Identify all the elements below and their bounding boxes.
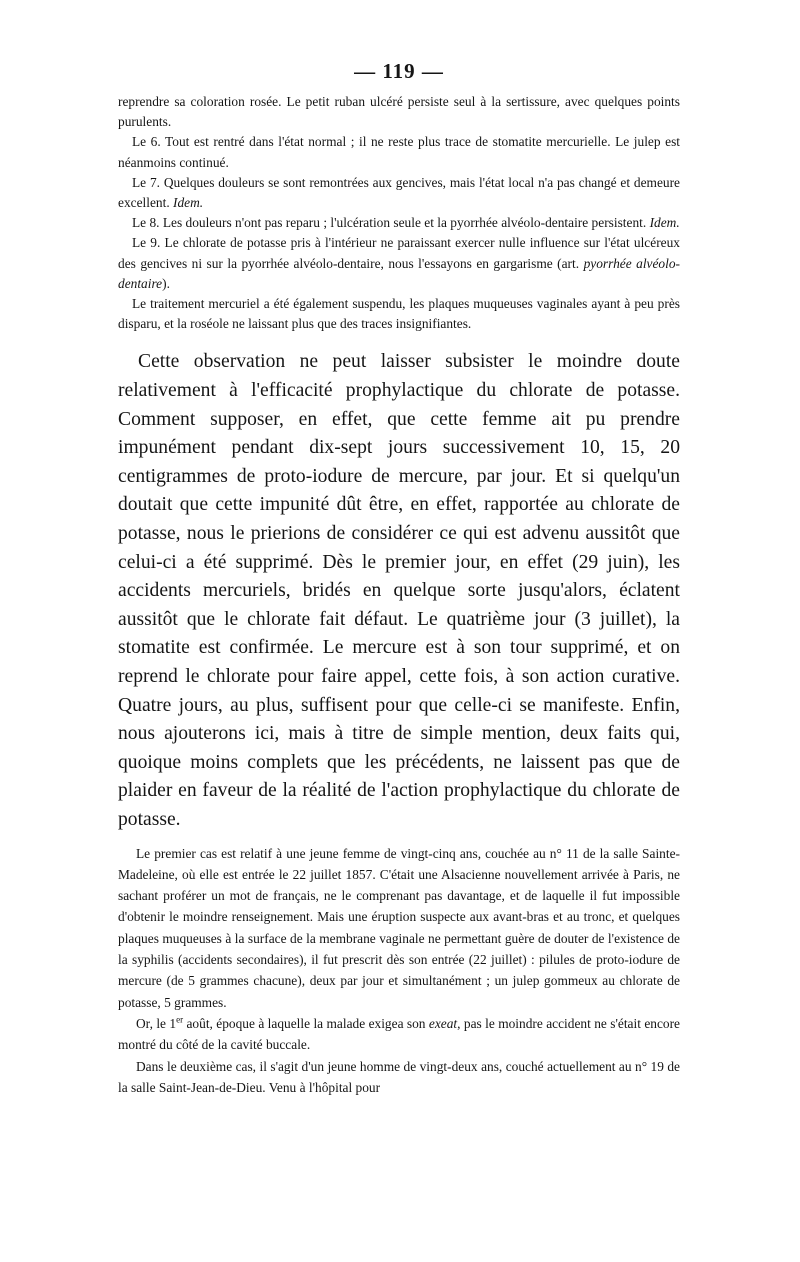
case-notes-block [118,92,680,334]
paragraph-text: , pas le moindre accident ne s'était encore montré du côté de la cavité buccale. [118,1015,680,1053]
idem-note: Idem. [649,215,680,231]
page-number: — 119 — [354,59,444,83]
paragraph-text: Le 7. Quelques douleurs se sont remontrées aux gencives, mais l'état local n'a pas changé et demeure excellent. [118,174,680,211]
paragraph-text: ). [162,275,170,291]
paragraph-text: août, époque à laquelle la malade exigea son [183,1015,429,1031]
paragraph: reprendre sa coloration rosée. Le petit ruban ulcéré persiste seul à la sertissure, avec quelques points purulents. [118,94,680,130]
paragraph-text: Or, le 1 [136,1015,177,1031]
paragraph [118,233,680,294]
idem-note: Idem. [173,195,204,211]
paragraph: Dans le deuxième cas, il s'agit d'un jeune homme de vingt-deux ans, couché actuellement au n° 19 de la salle Saint-Jean-de-Dieu. Venu à l'hôpital pour [118,1058,680,1095]
paragraph: Le traitement mercuriel a été également suspendu, les plaques muqueuses vaginales ayant à peu près disparu, et la roséole ne laissant plus que des traces insignifiantes. [118,296,680,332]
paragraph: Le premier cas est relatif à une jeune femme de vingt-cinq ans, couchée au n° 11 de la salle Sainte-Madeleine, où elle est entrée le 22 juillet 1857. C'était une Alsacienne nouvellement arrivée à Paris, ne sachant proférer un mot de français, ne le comprenant pas davantage, et de laquelle il fut impossible d'obtenir le moindre renseignement. Mais une éruption suspecte aux avant-bras et au tronc, et quelques plaques muqueuses à la surface de la membrane vaginale ne permettant guère de douter de l'existence de la syphilis (accidents secondaires), il fut prescrit dès son entrée (22 juillet) : pilules de proto-iodure de mercure (de 5 grammes chacune), deux par jour et simultanément ; un julep gommeux au chlorate de potasse, 5 grammes. [118,845,680,1010]
book-page [118,58,680,1098]
additional-cases-block [118,843,680,1099]
paragraph [118,1013,680,1056]
latin-term: exeat [428,1015,458,1031]
main-commentary-block [118,348,680,834]
paragraph-text: Le 9. Le chlorate de potasse pris à l'intérieur ne paraissant exercer nulle influence sur l'état ulcéreux des gencives ni sur la pyorrhée alvéolo-dentaire, nous l'essayons en gargarisme (art. [118,235,680,271]
superscript: er [176,1014,184,1025]
paragraph-text: Le 8. Les douleurs n'ont pas reparu ; l'ulcération seule et la pyorrhée alvéolo-dentaire persistent. [132,215,650,231]
paragraph [118,213,680,233]
paragraph: Le 6. Tout est rentré dans l'état normal ; il ne reste plus trace de stomatite mercurielle. Le julep est néanmoins continué. [118,134,680,170]
paragraph [118,173,680,213]
article-reference: pyorrhée alvéolo-dentaire [118,255,681,291]
paragraph: Cette observation ne peut laisser subsister le moindre doute relativement à l'efficacité prophylactique du chlorate de potasse. Comment supposer, en effet, que cette femme ait pu prendre impunément pendant dix-sept jours successivement 10, 15, 20 centigrammes de proto-iodure de mercure, par jour. Et si quelqu'un doutait que cette impunité dût être, en effet, rapportée au chlorate de potasse, nous le prierions de considérer ce qui est advenu aussitôt que celui-ci a été supprimé. Dès le premier jour, en effet (29 juin), les accidents mercuriels, bridés en quelque sorte jusqu'alors, éclatent aussitôt que le chlorate fait défaut. Le quatrième jour (3 juillet), la stomatite est confirmée. Le mercure est à son tour supprimé, et on reprend le chlorate pour faire appel, cette fois, à son action curative. Quatre jours, au plus, suffisent pour que celle-ci se manifeste. Enfin, nous ajouterons ici, mais à titre de simple mention, deux faits qui, quoique moins complets que les précédents, ne laissent pas que de plaider en faveur de la réalité de l'action prophylactique du chlorate de potasse. [118,351,680,830]
